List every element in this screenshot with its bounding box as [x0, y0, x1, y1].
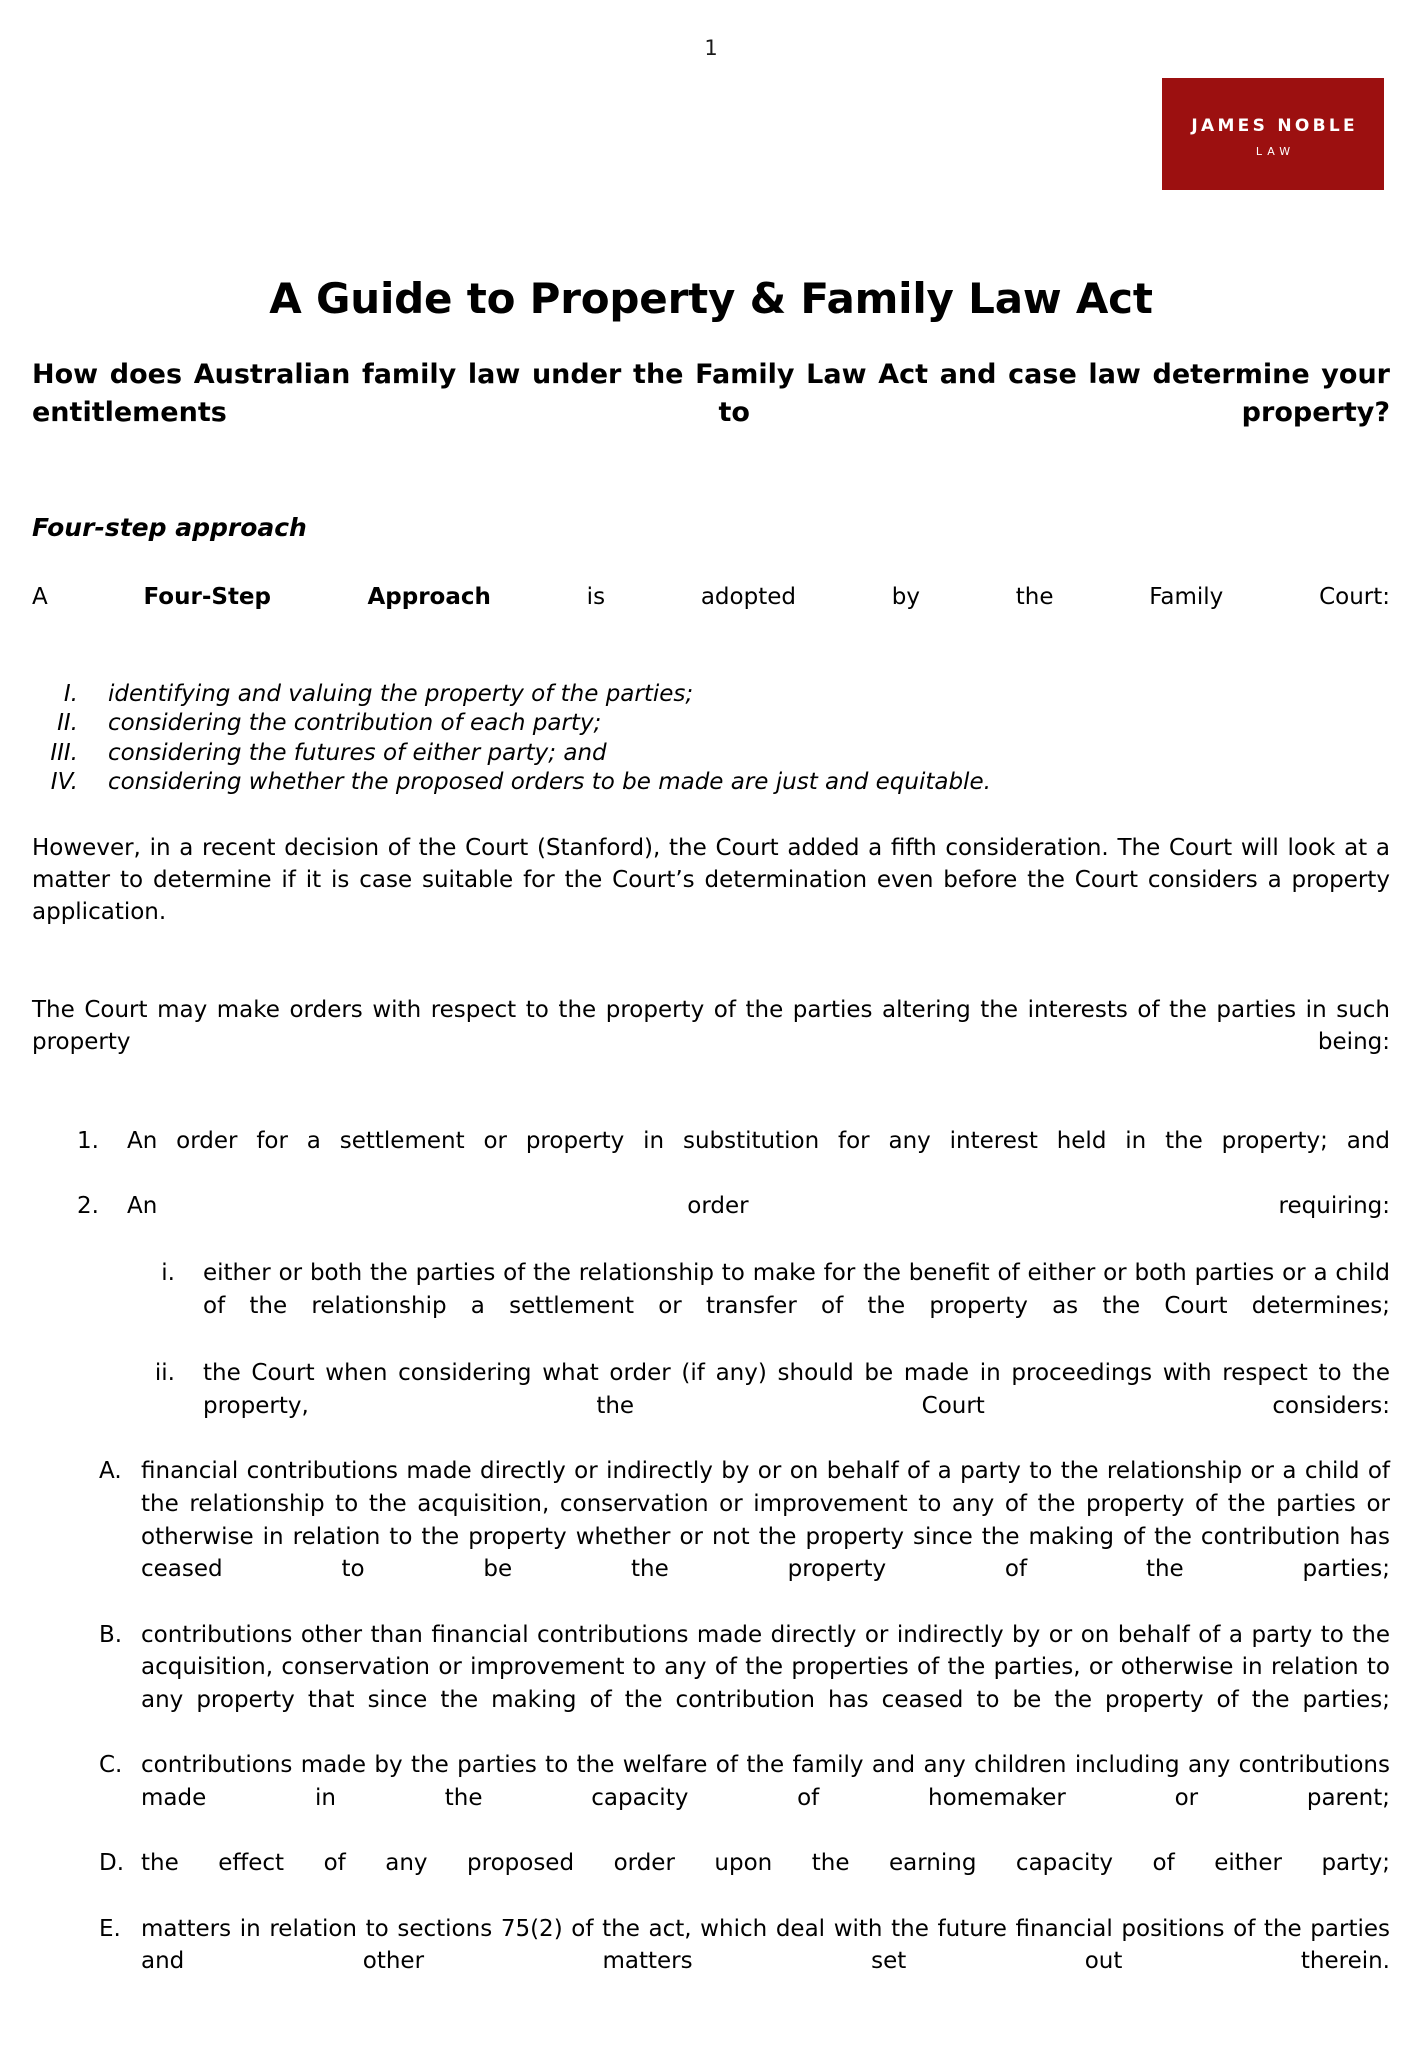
- list-text: considering the futures of either party; and: [108, 739, 607, 766]
- list-marker: IV.: [50, 769, 78, 796]
- intro-text-bold: Four-Step Approach: [143, 584, 491, 611]
- list-item: [32, 739, 1390, 768]
- list-text: An order for a settlement or property in substitution for any interest held in the property; and: [127, 1127, 1390, 1154]
- list-marker: A.: [99, 1458, 122, 1485]
- list-marker: 1.: [77, 1127, 99, 1154]
- list-marker: III.: [50, 739, 78, 766]
- intro-text-after: is adopted by the Family Court:: [490, 584, 1391, 611]
- page-title: A Guide to Property & Family Law Act: [269, 274, 1153, 323]
- list-marker: E.: [99, 1915, 121, 1942]
- list-text: An order requiring:: [127, 1193, 1390, 1220]
- list-text: considering the contribution of each party;: [108, 710, 602, 737]
- list-text: identifying and valuing the property of the parties;: [108, 680, 694, 707]
- list-text: matters in relation to sections 75(2) of the act, which deal with the future financial positions of the parties and other matters set out therein.: [141, 1915, 1390, 1975]
- list-item: [99, 1749, 1390, 1847]
- stanford-paragraph: However, in a recent decision of the Court (Stanford), the Court added a fifth consideration. The Court will look at a matter to determine if it is case suitable for the Court’s determination even before the Court considers a property application.: [32, 834, 1390, 925]
- list-text: the Court when considering what order (if any) should be made in proceedings with respect to the property, the Court considers:: [203, 1360, 1390, 1420]
- list-text: contributions other than financial contributions made directly or indirectly by or on behalf of a party to the acquisition, conservation or improvement to any of the properties of the parties, or otherwise in relation to any property that since the making of the contribution has ceased to be the property of the parties;: [141, 1621, 1390, 1714]
- list-item: [99, 1619, 1390, 1750]
- james-noble-law-logo: [1162, 78, 1384, 190]
- list-text: considering whether the proposed orders to be made are just and equitable.: [108, 769, 991, 796]
- list-text: either or both the parties of the relationship to make for the benefit of either or both parties or a child of the relationship a settlement or transfer of the property as the Court determines;: [203, 1260, 1390, 1320]
- list-item: [77, 1125, 1390, 1190]
- page-number: 1: [704, 36, 718, 60]
- considerations-list: [32, 1455, 1390, 2010]
- logo-firm-name: JAMES NOBLE: [1191, 116, 1358, 136]
- list-item: [77, 1190, 1390, 1255]
- intro-paragraph: [32, 581, 1390, 645]
- four-step-list: [32, 680, 1390, 798]
- list-item: [99, 1847, 1390, 1912]
- list-item: [99, 1455, 1390, 1618]
- section-heading-four-step-approach: Four-step approach: [32, 513, 307, 543]
- list-item: [129, 1257, 1390, 1355]
- list-marker: i.: [161, 1260, 175, 1287]
- list-item: [32, 709, 1390, 738]
- list-item: [32, 768, 1390, 797]
- list-text: the effect of any proposed order upon the earning capacity of either party;: [141, 1850, 1390, 1877]
- list-marker: I.: [63, 680, 78, 707]
- list-marker: B.: [99, 1621, 123, 1648]
- list-text: financial contributions made directly or indirectly by or on behalf of a party to the relationship or a child of the relationship to the acquisition, conservation or improvement to any of the property of the parties or otherwise in relation to the property whether or not the property since the making of the contribution has ceased to be the property of the parties;: [141, 1458, 1390, 1583]
- list-item: [99, 1913, 1390, 2011]
- logo-tagline: LAW: [1255, 145, 1296, 158]
- document-content: [32, 275, 1390, 2011]
- orders-paragraph: The Court may make orders with respect to the property of the parties altering the interests of the parties in such property being:: [32, 997, 1390, 1056]
- list-text: contributions made by the parties to the welfare of the family and any children including any contributions made in the capacity of homemaker or parent;: [141, 1752, 1390, 1811]
- list-marker: D.: [99, 1850, 125, 1877]
- list-item: [32, 680, 1390, 709]
- document-subtitle: How does Australian family law under the Family Law Act and case law determine your entitlements to property?: [32, 359, 1390, 428]
- intro-text-before: A: [32, 584, 144, 611]
- list-marker: 2.: [77, 1193, 99, 1220]
- list-marker: C.: [99, 1752, 123, 1779]
- orders-list: [32, 1125, 1390, 1256]
- list-item: [129, 1357, 1390, 1455]
- list-marker: II.: [57, 710, 78, 737]
- list-marker: ii.: [154, 1360, 175, 1387]
- requiring-list: [32, 1257, 1390, 1455]
